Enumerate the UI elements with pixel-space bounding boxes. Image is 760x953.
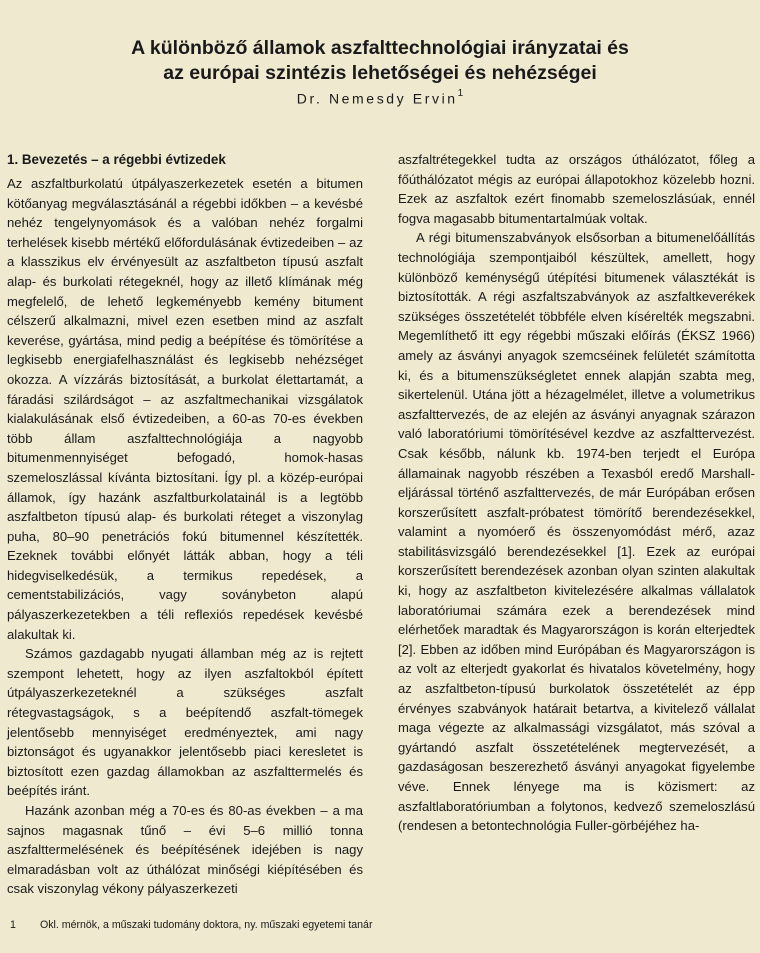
footnote <box>10 918 750 932</box>
section-heading: 1. Bevezetés – a régebbi évtizedek <box>7 152 226 167</box>
footnote-text: Okl. mérnök, a műszaki tudomány doktora, ny. műszaki egyetemi tanár <box>40 919 373 931</box>
author-line <box>0 90 760 107</box>
title-line-1: A különböző államok aszfalttechnológiai irányzatai és <box>131 37 629 59</box>
body-paragraph: Számos gazdagabb nyugati államban még az is rejtett szempont lehetett, hogy az ilyen aszfaltokból épített útpályaszerkezeteknél a szükséges aszfalt rétegvastagságok, s a beépítendő aszfalt-tömegek jelentősebb mennyiséget eredményeztek, ami nagy biztonságot és ugyanakkor jelentősebb piaci keresletet is biztosított ezen gazdag államokban az aszfalttermelés és beépítés iránt. <box>7 646 363 799</box>
body-paragraph: Hazánk azonban még a 70-es és 80-as években – a ma sajnos magasnak tűnő – évi 5–6 millió tonna aszfalttermelésének és beépítésének idejében is nagy elmaradásban volt az úthálózat minőségi kiépítésében és csak viszonylag vékony pályaszerkezeti <box>7 803 363 897</box>
title-line-2: az európai szintézis lehetőségei és nehézségei <box>163 62 597 84</box>
body-paragraph: aszfaltrétegekkel tudta az országos úthálózatot, főleg a főúthálózatot mégis az európai állapotokhoz közelebb hozni. Ezek az aszfaltok ezért finomabb szemeloszlásúak, ennél fogva magasabb bitumentartalmúak voltak. <box>398 152 755 226</box>
footnote-number: 1 <box>10 919 16 931</box>
article-title <box>0 36 760 86</box>
right-column <box>398 150 755 836</box>
left-column <box>7 150 363 899</box>
body-paragraph: Az aszfaltburkolatú útpályaszerkezetek esetén a bitumen kötőanyag megválasztásánál a régebbi időkben – a kevésbé nehéz tengelynyomások és a valóban nehéz forgalmi terhelések kisebb mértékű előfordulásának évtizedeiben – az a klasszikus elv érvényesült az aszfaltbeton típusú aszfalt alap- és burkolati rétegeknél, hogy az illető klímának még megfelelő, de lehető legkeményebb kemény bitument célszerű alkalmazni, mivel ezen esetben mind az aszfalt keverése, gyártása, mind pedig a beépítése és tömörítése a legkisebb energiafelhasználást és legkisebb nehézséget okozza. A vízzárás biztosítását, a burkolat élettartamát, a fáradási szilárdságot – az aszfaltmechanikai vizsgálatok kialakulásának első évtizedeiben, a 60-as 70-es években több állam aszfalttechnológiája a nagyobb bitumenmennyiséget befogadó, homok-hasas szemeloszlással kívánta biztosítani. Így pl. a közép-európai államok, így hazánk aszfaltburkolatainál is a legtöbb aszfaltbeton típusú alap- és burkolati réteget a viszonylag puha, 80–90 penetrációs fokú bitumennel készítették. Ezeknek további előnyét látták abban, hogy a téli hidegviselkedésük, a termikus repedések, a cementstabilizációs, vagy soványbeton alapú pályaszerkezetekben a téli reflexiós repedések kevésbé alakultak ki. <box>7 176 363 642</box>
author-footnote-mark: 1 <box>457 88 464 99</box>
body-paragraph: A régi bitumenszabványok elsősorban a bitumenelőállítás technológiája szempontjaiból készültek, amellett, hogy különböző keménységű útépítési bitumenek választékát is biztosították. A régi aszfaltszabványok az aszfaltkeverékek szükséges összetételét többféle elven kísérelték megszabni. Megemlíthető itt egy régebbi műszaki előírás (ÉKSZ 1966) amely az ásványi anyagok szemcséinek felületét számította ki, és a bitumenszükségletet ennek alapján szabta meg, sikertelenül. Utána jött a hézagelmélet, illetve a volumetrikus aszfalttervezés, de az elején az ásványi anyagnak szárazon való laboratóriumi tömörítésével kezdve az aszfalttervezést. Csak később, nálunk kb. 1974-ben terjedt el Európa államainak nagyobb részében a Texasból eredő Marshall-eljárással történő aszfalttervezés, de már Európában erősen korszerűsített aszfalt-próbatest tömörítő berendezésekkel, valamint a nyomóerő és összenyomódást mérő, azaz stabilitásvizsgáló berendezésekkel [1]. Ezek az európai korszerűsített berendezések azonban olyan szinten alakultak ki, hogy az aszfaltbeton kivitelezésére alkalmas vállalatok laboratóriumai számára ezek a berendezések mind elérhetőek maradtak és Magyarországon is korán elterjedtek [2]. Ebben az időben mind Európában és Magyarországon is az volt az elterjedt gyakorlat és hivatalos követelmény, hogy az aszfaltbeton-típusú burkolatok összetételét az épp érvényes szabványok határait betartva, a kivitelező vállalat maga végezte az alkalmassági vizsgálatot, más szóval a gyártandó aszfalt összetételének megtervezését, a gazdaságosan beszerezhető ásványi anyagokat figyelembe véve. Ennek lényege ma is közismert: az aszfaltlaboratóriumban a folytonos, kedvező szemeloszlású (rendesen a betontechnológia Fuller-görbéjéhez ha- <box>398 230 755 834</box>
author-name: Dr. Nemesdy Ervin <box>296 90 458 107</box>
